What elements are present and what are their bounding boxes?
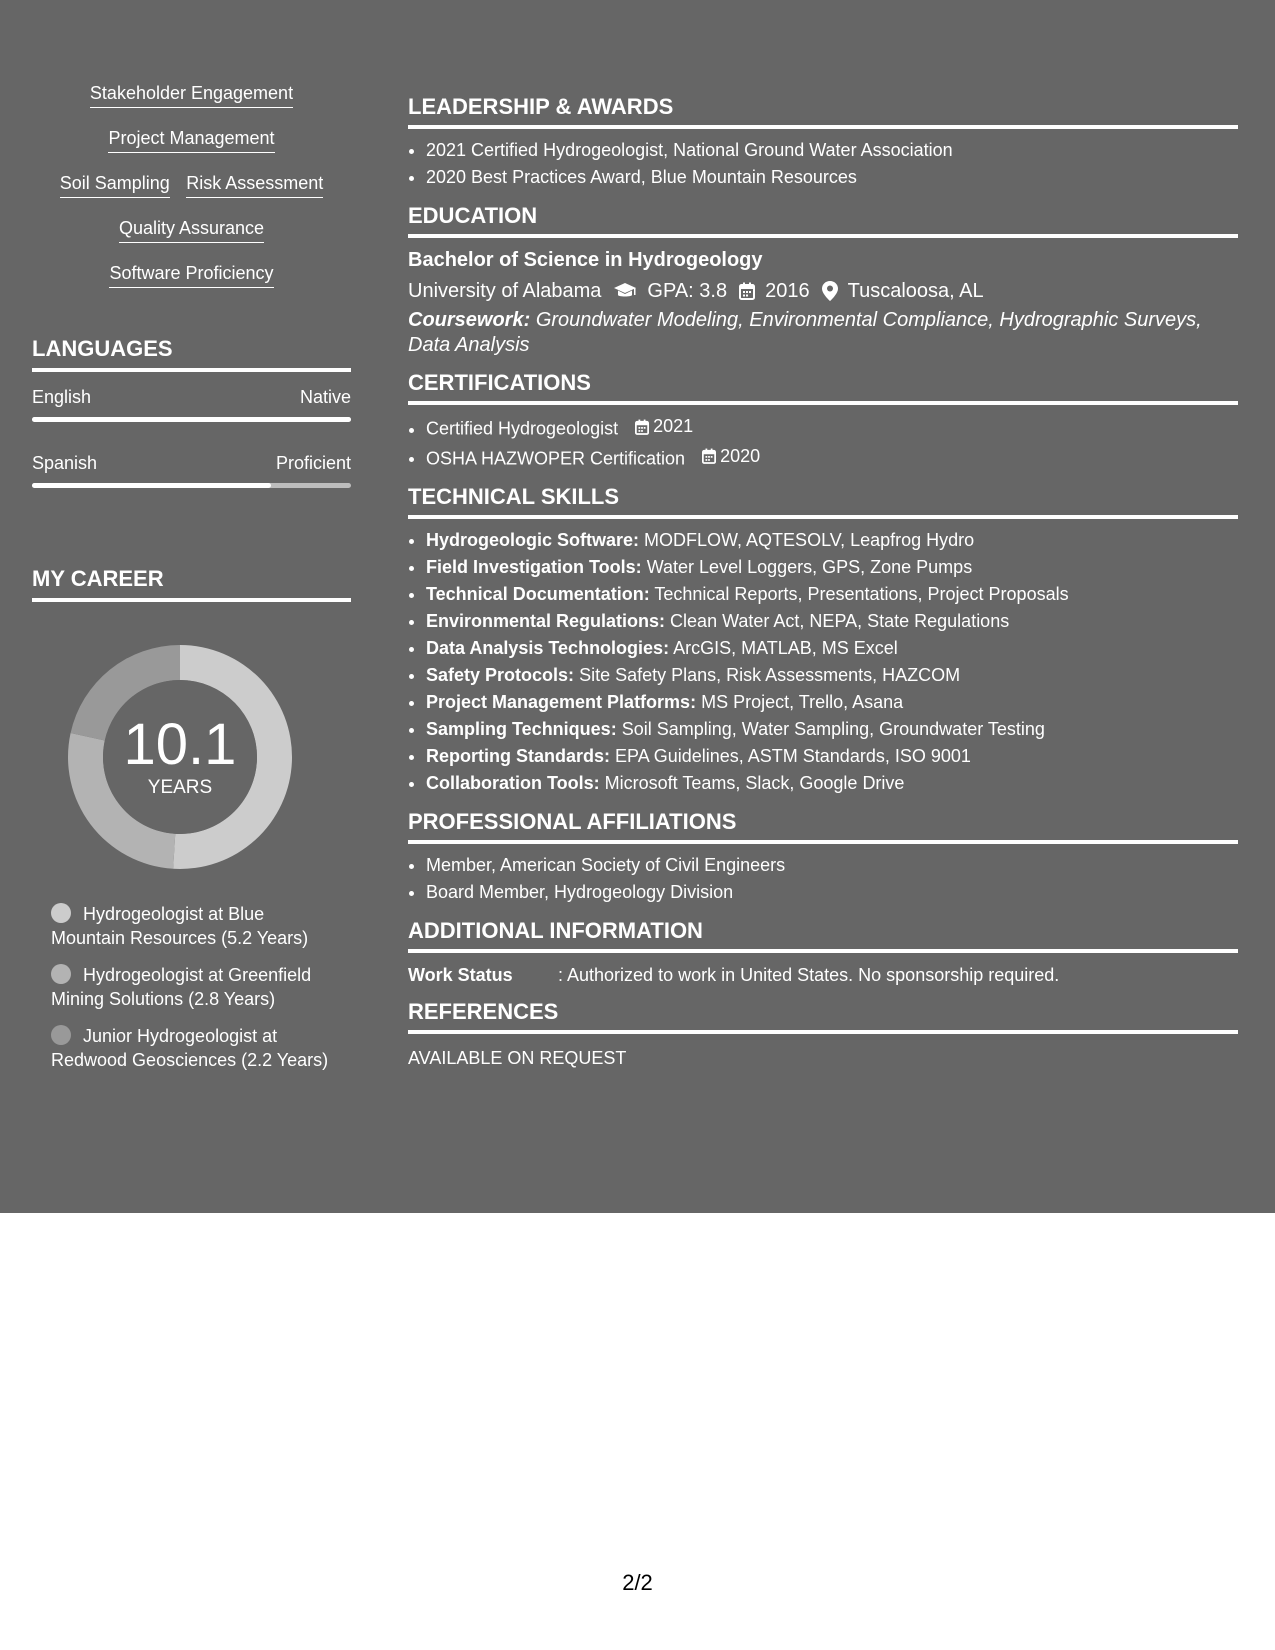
- certification-year: 2021: [653, 416, 694, 436]
- gpa: GPA: 3.8: [647, 280, 728, 302]
- skill-values: MODFLOW, AQTESOLV, Leapfrog Hydro: [644, 530, 975, 550]
- skill-category: Project Management Platforms:: [426, 692, 697, 712]
- language-level-fill: [32, 483, 271, 488]
- graduation-year: 2016: [765, 280, 810, 302]
- page-number: 2/2: [622, 1570, 653, 1595]
- school-location: Tuscaloosa, AL: [847, 280, 984, 302]
- affiliations-heading: PROFESSIONAL AFFILIATIONS: [408, 809, 1238, 844]
- career-item-text: Hydrogeologist at Blue Mountain Resources (5.2 Years): [51, 904, 309, 948]
- language-english: [32, 386, 351, 422]
- technical-skill-item: [426, 743, 1238, 770]
- technical-skills-heading: TECHNICAL SKILLS: [408, 484, 1238, 519]
- right-column: [408, 94, 1238, 1082]
- calendar-icon: [635, 419, 649, 435]
- language-level-fill: [32, 417, 351, 422]
- skill-values: Technical Reports, Presentations, Project Proposals: [654, 584, 1069, 604]
- education-section: [408, 203, 1238, 358]
- career-total-unit: YEARS: [147, 777, 213, 798]
- career-item-text: Hydrogeologist at Greenfield Mining Solutions (2.8 Years): [51, 965, 312, 1009]
- career-legend: [32, 902, 351, 1072]
- certification-item: [426, 443, 1238, 473]
- skill-values: EPA Guidelines, ASTM Standards, ISO 9001: [615, 746, 971, 766]
- skill-tag: Stakeholder Engagement: [90, 82, 293, 108]
- additional-info-section: [408, 918, 1238, 987]
- skill-category: Environmental Regulations:: [426, 611, 666, 631]
- skill-category: Technical Documentation:: [426, 584, 650, 604]
- skill-tag: Risk Assessment: [186, 172, 323, 198]
- skill-category: Reporting Standards:: [426, 746, 611, 766]
- skill-category: Field Investigation Tools:: [426, 557, 642, 577]
- skill-values: MS Project, Trello, Asana: [701, 692, 904, 712]
- skill-values: Clean Water Act, NEPA, State Regulations: [670, 611, 1010, 631]
- language-level: Native: [299, 387, 351, 407]
- graduation-cap-icon: [613, 282, 637, 300]
- technical-skill-item: [426, 770, 1238, 797]
- coursework: [408, 308, 1238, 358]
- technical-skill-item: [426, 662, 1238, 689]
- affiliations-section: [408, 809, 1238, 906]
- career-heading: MY CAREER: [32, 566, 351, 602]
- languages-heading: LANGUAGES: [32, 336, 351, 372]
- technical-skill-item: [426, 581, 1238, 608]
- certification-name: OSHA HAZWOPER Certification: [426, 448, 686, 468]
- skills-row: [32, 172, 351, 198]
- language-level: Proficient: [275, 453, 351, 473]
- language-name: English: [32, 387, 92, 407]
- left-column: [32, 82, 351, 1085]
- legend-dot: [51, 903, 71, 923]
- education-heading: EDUCATION: [408, 203, 1238, 238]
- affiliation-item: • Board Member, Hydrogeology Division: [426, 879, 1238, 906]
- certifications-section: [408, 370, 1238, 472]
- skill-values: Site Safety Plans, Risk Assessments, HAZCOM: [579, 665, 961, 685]
- technical-skill-item: [426, 608, 1238, 635]
- affiliation-item: • Member, American Society of Civil Engineers: [426, 852, 1238, 879]
- work-status-label: Work Status: [408, 965, 513, 985]
- career-item-text: Junior Hydrogeologist at Redwood Geosciences (2.2 Years): [51, 1026, 329, 1070]
- career-legend-item: [51, 902, 331, 950]
- location-pin-icon: [822, 281, 838, 301]
- certification-name: Certified Hydrogeologist: [426, 418, 619, 439]
- skill-values: ArcGIS, MATLAB, MS Excel: [673, 638, 898, 658]
- degree-title: Bachelor of Science in Hydrogeology: [408, 249, 763, 271]
- language-spanish: [32, 452, 351, 488]
- technical-skill-item: [426, 716, 1238, 743]
- work-status-row: [408, 963, 1238, 987]
- leadership-item: • 2021 Certified Hydrogeologist, National Ground Water Association: [426, 137, 1238, 164]
- work-status-value: : Authorized to work in United States. No sponsorship required.: [558, 965, 1060, 985]
- skill-tag: Project Management: [108, 127, 274, 153]
- career-total-years: 10.1: [123, 712, 237, 777]
- skill-category: Sampling Techniques:: [426, 719, 617, 739]
- calendar-icon: [739, 282, 755, 300]
- legend-dot: [51, 1025, 71, 1045]
- legend-dot: [51, 964, 71, 984]
- skill-category: Hydrogeologic Software:: [426, 530, 640, 550]
- skill-values: Microsoft Teams, Slack, Google Drive: [604, 773, 905, 793]
- calendar-icon: [702, 448, 716, 464]
- education-details: [408, 277, 1238, 305]
- career-legend-item: [51, 963, 331, 1011]
- skill-tag: Software Proficiency: [109, 262, 273, 288]
- skill-category: Data Analysis Technologies:: [426, 638, 670, 658]
- references-section: [408, 999, 1238, 1070]
- skills-row: [32, 82, 351, 108]
- skill-values: Soil Sampling, Water Sampling, Groundwater Testing: [621, 719, 1045, 739]
- language-name: Spanish: [32, 453, 98, 473]
- skill-category: Safety Protocols:: [426, 665, 575, 685]
- skill-tag: Soil Sampling: [60, 172, 170, 198]
- skill-category: Collaboration Tools:: [426, 773, 600, 793]
- leadership-item: • 2020 Best Practices Award, Blue Mountain Resources: [426, 164, 1238, 191]
- coursework-label: Coursework:: [408, 309, 531, 331]
- language-level-bar: [32, 417, 351, 422]
- technical-skill-item: [426, 689, 1238, 716]
- skills-row: [32, 127, 351, 153]
- certifications-heading: CERTIFICATIONS: [408, 370, 1238, 405]
- leadership-heading: LEADERSHIP & AWARDS: [408, 94, 1238, 129]
- technical-skills-section: [408, 484, 1238, 797]
- school-name: University of Alabama: [408, 280, 602, 302]
- skill-tag: Quality Assurance: [119, 217, 264, 243]
- career-donut-chart: [65, 642, 295, 872]
- technical-skill-item: [426, 554, 1238, 581]
- additional-info-heading: ADDITIONAL INFORMATION: [408, 918, 1238, 953]
- leadership-section: [408, 94, 1238, 191]
- skills-row: [32, 262, 351, 288]
- skills-list: [32, 82, 351, 288]
- coursework-list: Groundwater Modeling, Environmental Compliance, Hydrographic Surveys, Data Analysis: [408, 309, 1202, 356]
- technical-skill-item: [426, 527, 1238, 554]
- language-level-bar: [32, 483, 351, 488]
- references-text: AVAILABLE ON REQUEST: [408, 1048, 627, 1068]
- skills-row: [32, 217, 351, 243]
- technical-skill-item: [426, 635, 1238, 662]
- references-heading: REFERENCES: [408, 999, 1238, 1034]
- career-legend-item: [51, 1024, 331, 1072]
- skill-values: Water Level Loggers, GPS, Zone Pumps: [646, 557, 973, 577]
- certification-item: [426, 413, 1238, 443]
- certification-year: 2020: [720, 445, 761, 466]
